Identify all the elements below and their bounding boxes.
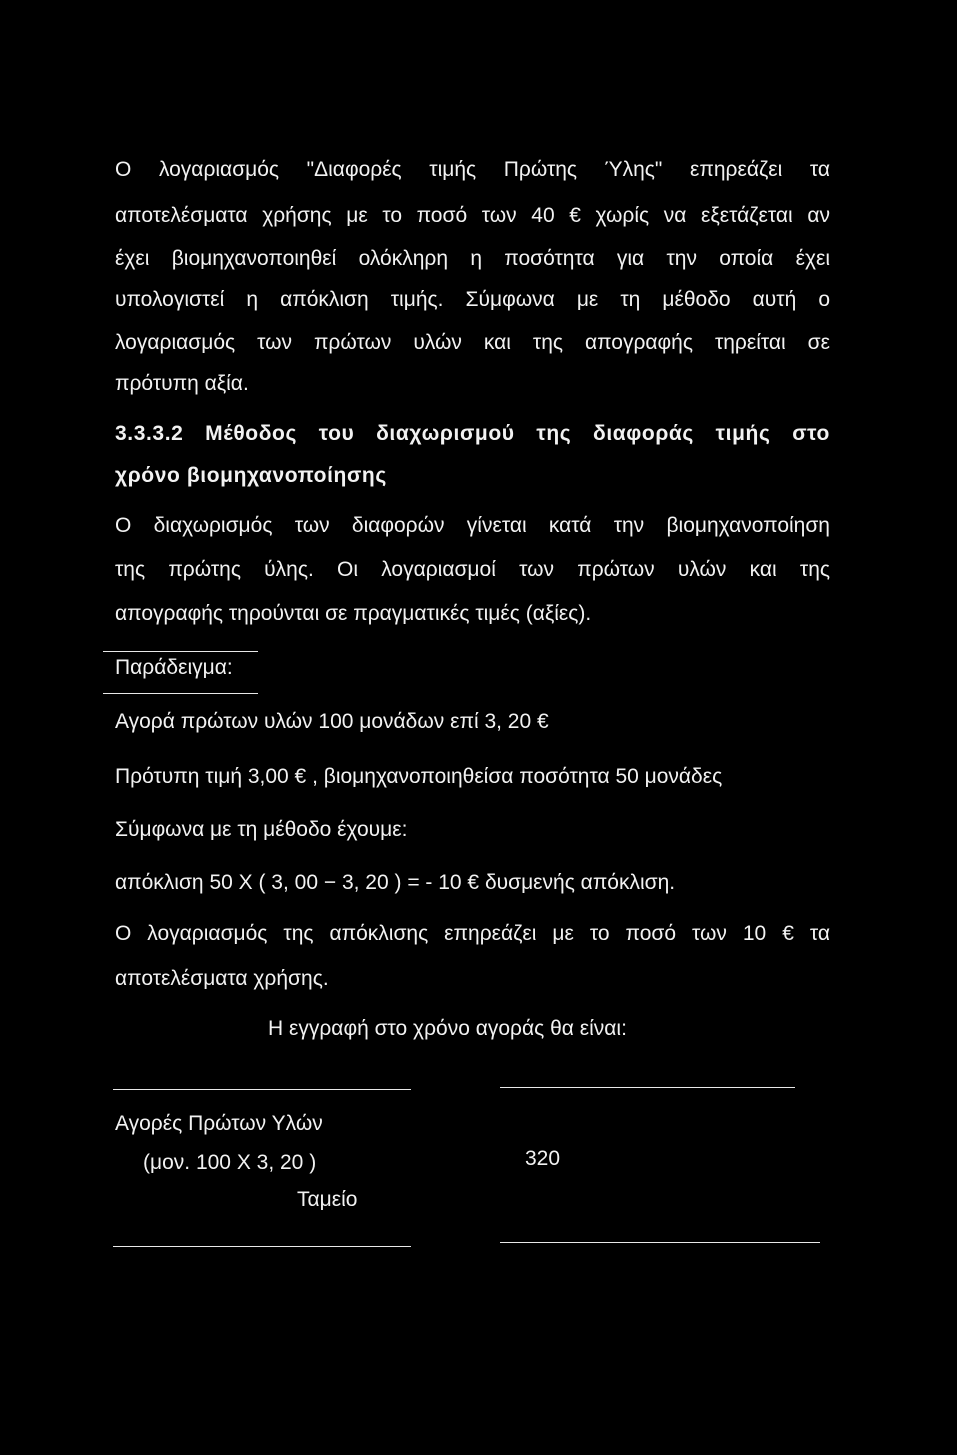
example-deviation: απόκλιση 50 Χ ( 3, 00 − 3, 20 ) = - 10 € δυσμενής απόκλιση.	[115, 871, 676, 894]
heading-line: 3.3.3.2 Μέθοδος του διαχωρισμού της διαφοράς τιμής στο	[115, 422, 830, 445]
journal-top-rule-right	[500, 1087, 795, 1088]
credit-account: Ταμείο	[297, 1188, 358, 1211]
journal-top-rule-left	[113, 1089, 411, 1090]
paragraph-line: Ο διαχωρισμός των διαφορών γίνεται κατά την βιομηχανοποίηση	[115, 514, 830, 537]
example-effect-line: αποτελέσματα χρήσης.	[115, 967, 329, 990]
paragraph-line: Ο λογαριασμός "Διαφορές τιμής Πρώτης Ύλης" επηρεάζει τα	[115, 158, 830, 181]
journal-bottom-rule-left	[113, 1246, 411, 1247]
journal-bottom-rule-right	[500, 1242, 820, 1243]
paragraph-line: υπολογιστεί η απόκλιση τιμής. Σύμφωνα με τη μέθοδο αυτή ο	[115, 288, 830, 311]
paragraph-line: απογραφής τηρούνται σε πραγματικές τιμές (αξίες).	[115, 602, 592, 625]
paragraph-line: αποτελέσματα χρήσης με το ποσό των 40 € χωρίς να εξετάζεται αν	[115, 204, 830, 227]
paragraph-line: πρότυπη αξία.	[115, 372, 249, 395]
example-effect-line: Ο λογαριασμός της απόκλισης επηρεάζει με το ποσό των 10 € τα	[115, 922, 830, 945]
entry-intro: Η εγγραφή στο χρόνο αγοράς θα είναι:	[268, 1017, 627, 1040]
example-method: Σύμφωνα με τη μέθοδο έχουμε:	[115, 818, 408, 841]
debit-amount: 320	[525, 1147, 561, 1170]
paragraph-line: λογαριασμός των πρώτων υλών και της απογραφής τηρείται σε	[115, 331, 830, 354]
debit-account: Αγορές Πρώτων Υλών	[115, 1112, 323, 1135]
heading-line: χρόνο βιομηχανοποίησης	[115, 464, 387, 487]
paragraph-line: έχει βιομηχανοποιηθεί ολόκληρη η ποσότητα για την οποία έχει	[115, 247, 830, 270]
paragraph-line: της πρώτης ύλης. Οι λογαριασμοί των πρώτων υλών και της	[115, 558, 830, 581]
debit-detail: (μον. 100 Χ 3, 20 )	[143, 1151, 317, 1174]
example-bottom-rule	[103, 693, 258, 694]
example-purchase: Αγορά πρώτων υλών 100 μονάδων επί 3, 20 €	[115, 710, 549, 733]
example-top-rule	[103, 651, 258, 652]
example-label: Παράδειγμα:	[115, 656, 233, 679]
example-standard-price: Πρότυπη τιμή 3,00 € , βιομηχανοποιηθείσα ποσότητα 50 μονάδες	[115, 765, 723, 788]
